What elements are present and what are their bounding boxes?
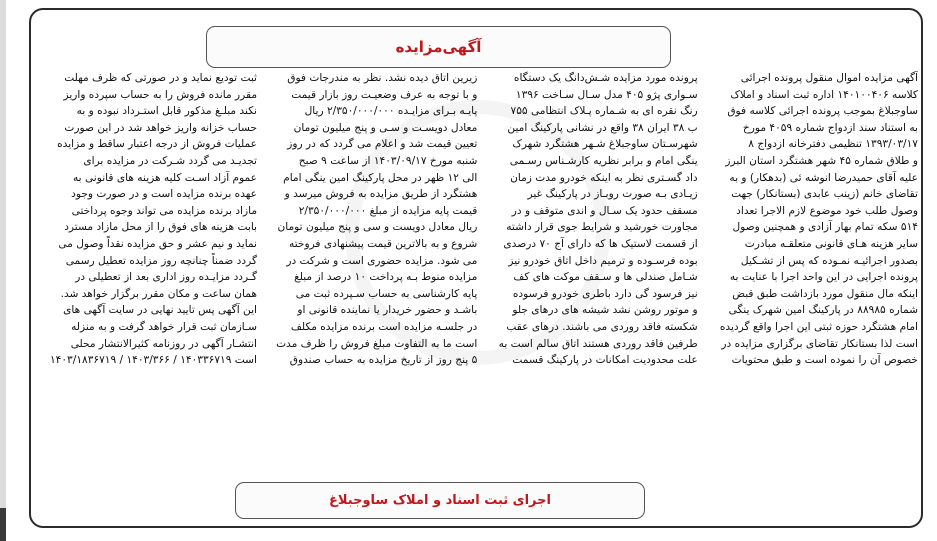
notice-column-3: زیرین اتاق دیده نشد. نظر به مندرجات فوق و با توجه به عرف وضعیـت روز بازار قیمت پایـه بـرای مزایـده ۲/۳۵۰/۰۰۰/۰۰۰ ریال معادل دویسـت و سـی و پنج میلیون تومان تعیین قیمت شد و اعلام می گردد که در روز شنبه مورخ ۱۴۰۳/۰۹/۱۷ از ساعت ۹ صبح الی ۱۲ ظهر در محل پارکینگ امین ینگی امام هشتگرد از طریق مزایده به فروش میرسد و قیمت پایه مزایده از مبلغ ۲/۳۵۰/۰۰۰/۰۰۰ ریال معادل دویست و سی و پنج میلیون تومان شروع و به بالاترین قیمت پیشنهادی فروخته می شود. مزایده حضوری است و شرکت در مزایده منوط بـه پرداخت ۱۰ درصد از مبلغ پایه کارشناسی به حساب سـپرده ثبت می باشـد و حضور خریدار یا نماینده قانونی او در جلسـه مزایده است برنده مزایده مکلف است ما به التفاوت مبلغ فروش را ظرف مدت ۵ پنج روز از تاریخ مزایده به حساب صندوق <box>276 72 478 367</box>
notice-body <box>50 70 918 470</box>
notice-column-4: ثبت تودیع نماید و در صورتی که ظرف مهلت مقرر مانده فروش را به حساب سپرده واریز نکند مبلـغ مذکور قابل استـرداد نبوده و به حساب خزانه واریز خواهد شد در این صورت عملیات فروش از درجه اعتبار ساقط و مزایده تجدیـد می گردد شـرکت در مزایده برای عموم آزاد اسـت کلیه هزینه های قانونی به عهده برنده مزایده است و در صورت وجود مازاد برنده مزایده می تواند وجوه پرداختی بابت هزینه های فوق را از محل مازاد مسترد نماید و نیم عشر و حق مزایده نقداً وصول می گردد ضمناً چنانچه روز مزایده تعطیل رسمی گـردد مزایـده روز اداری بعد از تعطیلی در همان ساعت و مکان مقرر برگزار خواهد شد. این آگهی پس تایید نهایی در سایت آگهی های سـازمان ثبت قرار خواهد گرفت و به منزله انتشـار آگهی در روزنامه کثیرالانتشار محلی است ۱۴۰۳۳۶۷۱۹ / ۱۴۰۳/۳۶۶ / ۱۴۰۳/۱۸۳۶۷۱۹ <box>50 72 257 367</box>
left-edge-strip <box>0 0 6 541</box>
notice-footer: اجرای ثبت اسناد و املاک ساوجبلاغ <box>329 493 551 508</box>
notice-title-box <box>206 26 671 68</box>
notice-title: آگهی‌مزایده <box>395 38 482 56</box>
notice-column-1: آگهی مزایده اموال منقول پرونده اجرائی کلاسه ۱۴۰۱۰۰۴۰۶ اداره ثبت اسناد و املاک ساوجبلاغ بموجب پرونده اجرائی کلاسه فوق به استناد سند ازدواج شماره ۴۰۵۹ مورخ ۱۳۹۳/۰۳/۱۷ تنظیمی دفترخانه ازدواج ۸ و طلاق شماره ۴۵ شهر هشتگرد استان البرز علیه آقای حمیدرضا انوشه ئی (بدهکار) و به تقاضای خانم (زینب عابدی (بستانکار) جهت وصول طلب خود موضوع لازم الاجرا تعداد ۵۱۴ سکه تمام بهار آزادی و همچنین وصول سایر هزینه هـای قانونی متعلقـه مبادرت بصدور اجرائیـه نمـوده که پس از تشـکیل پرونده اجرایی در این واحد اجرا با عنایت به اینکه مال منقول مورد بازداشت طبق قبض شماره ۸۸۹۸۵ در پارکینگ امین شهرک ینگی امام هشتگرد حوزه ثبتی این اجرا واقع گردیده است لذا بستانکار تقاضای برگزاری مزایده در خصوص آن را نموده است و طبق محتویات <box>719 72 918 367</box>
notice-column-2: پرونده مورد مزایده شـش‌دانگ یک دستگاه سـواری پژو ۴۰۵ مدل سـال سـاخت ۱۳۹۶ رنگ نقره ای به شـماره پـلاک انتظامی ۷۵۵ ب ۳۸ ایران ۳۸ واقع در نشانی پارکینگ امین شهرسـتان ساوجبلاغ شـهر هشتگرد شهرک ینگی امام و برابر نظریه کارشـناس رسـمی داد گسـتری نظر به اینکه خودرو مدت زمان زیـادی بـه صورت روبـاز در پارکینگ غیر مسقف حدود یک سـال و اندی متوقف و در مجاورت خورشید و شرایط جوی قرار داشته از قسمت لاستیک ها که دارای آج ۷۰ درصدی بوده فرسـوده و ترمیم داخل اتاق خودرو نیز شـامل صندلی ها و سـقف موکت های کف نیز فرسود گی دارد باطری خودرو فرسوده و موتور روشن نشد شیشه های درهای جلو شکسته فاقد روردی می باشند. درهای عقب طرفین فاقد روردی هستند اتاق سالم است به علت محدودیت امکانات در پارکینگ قسمت <box>498 72 698 367</box>
notice-footer-box <box>235 482 645 519</box>
left-edge-dark-block <box>0 508 6 541</box>
